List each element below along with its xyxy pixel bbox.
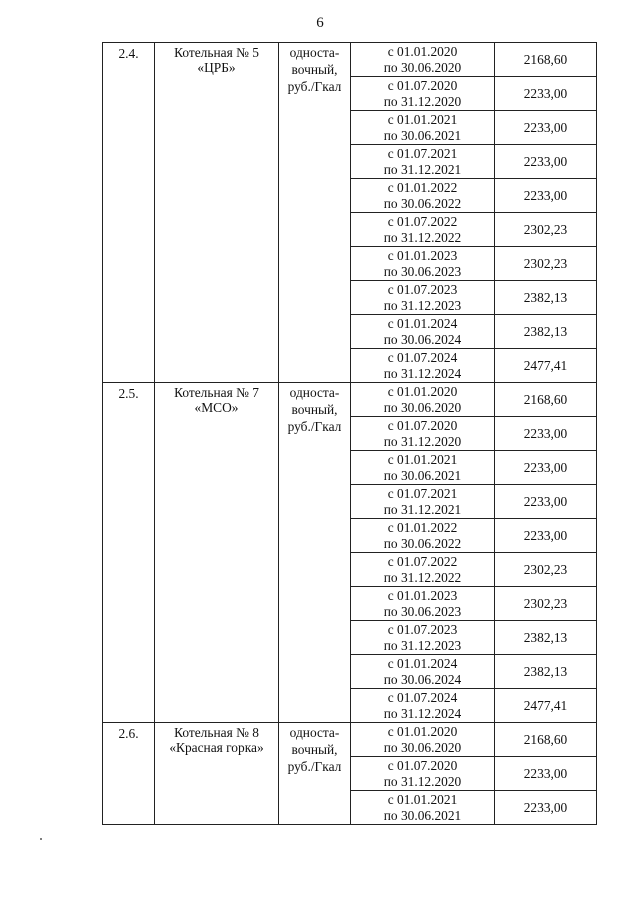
tariff-type-line: односта- xyxy=(289,725,340,740)
period-to: по 31.12.2020 xyxy=(383,93,462,109)
tariff-value: 2233,00 xyxy=(495,519,597,553)
section-number: 2.4. xyxy=(103,43,155,383)
period-to: по 31.12.2024 xyxy=(383,365,462,381)
tariff-type-line: вочный, xyxy=(291,742,338,757)
period-from: с 01.01.2024 xyxy=(387,316,458,331)
tariff-value: 2302,23 xyxy=(495,247,597,281)
period-to: по 31.12.2023 xyxy=(383,297,462,313)
period-to: по 30.06.2022 xyxy=(383,195,462,211)
period-cell xyxy=(351,519,495,553)
period-to: по 30.06.2020 xyxy=(383,59,462,75)
period-from: с 01.07.2024 xyxy=(387,690,458,705)
period-cell xyxy=(351,417,495,451)
tariff-value: 2233,00 xyxy=(495,417,597,451)
tariff-value: 2233,00 xyxy=(495,451,597,485)
tariff-value: 2233,00 xyxy=(495,179,597,213)
period-from: с 01.07.2020 xyxy=(387,78,458,93)
period-cell xyxy=(351,111,495,145)
period-from: с 01.01.2021 xyxy=(387,452,458,467)
tariff-value: 2233,00 xyxy=(495,757,597,791)
tariff-type-line: односта- xyxy=(289,385,340,400)
period-from: с 01.01.2021 xyxy=(387,112,458,127)
period-to: по 30.06.2023 xyxy=(383,263,462,279)
tariff-value: 2233,00 xyxy=(495,77,597,111)
tariff-type-line: вочный, xyxy=(291,62,338,77)
period-cell xyxy=(351,723,495,757)
period-from: с 01.01.2020 xyxy=(387,44,458,59)
section-number: 2.6. xyxy=(103,723,155,825)
tariff-value: 2302,23 xyxy=(495,553,597,587)
period-to: по 31.12.2021 xyxy=(383,161,462,177)
tariff-type-cell xyxy=(279,383,351,723)
tariff-value: 2382,13 xyxy=(495,621,597,655)
period-to: по 30.06.2020 xyxy=(383,399,462,415)
tariff-value: 2168,60 xyxy=(495,383,597,417)
period-cell xyxy=(351,621,495,655)
period-to: по 30.06.2021 xyxy=(383,127,462,143)
boiler-name-cell xyxy=(155,723,279,825)
period-from: с 01.01.2021 xyxy=(387,792,458,807)
period-to: по 31.12.2022 xyxy=(383,229,462,245)
tariff-table xyxy=(102,42,597,825)
period-from: с 01.07.2023 xyxy=(387,622,458,637)
period-cell xyxy=(351,349,495,383)
tariff-type-line: руб./Гкал xyxy=(287,759,342,774)
period-cell xyxy=(351,791,495,825)
period-from: с 01.07.2020 xyxy=(387,758,458,773)
period-from: с 01.01.2020 xyxy=(387,384,458,399)
period-cell xyxy=(351,247,495,281)
boiler-name: Котельная № 8 xyxy=(174,725,259,740)
period-cell xyxy=(351,451,495,485)
tariff-value: 2302,23 xyxy=(495,213,597,247)
boiler-name: Котельная № 5 xyxy=(174,45,259,60)
period-from: с 01.07.2022 xyxy=(387,554,458,569)
table-row xyxy=(103,383,597,417)
boiler-location: «МСО» xyxy=(194,400,239,415)
period-cell xyxy=(351,315,495,349)
period-to: по 30.06.2020 xyxy=(383,739,462,755)
tariff-value: 2233,00 xyxy=(495,145,597,179)
boiler-location: «ЦРБ» xyxy=(197,60,236,75)
period-cell xyxy=(351,689,495,723)
period-cell xyxy=(351,145,495,179)
tariff-value: 2168,60 xyxy=(495,43,597,77)
period-cell xyxy=(351,77,495,111)
period-from: с 01.01.2023 xyxy=(387,588,458,603)
period-from: с 01.01.2020 xyxy=(387,724,458,739)
tariff-type-cell xyxy=(279,723,351,825)
tariff-value: 2302,23 xyxy=(495,587,597,621)
period-from: с 01.07.2020 xyxy=(387,418,458,433)
period-cell xyxy=(351,213,495,247)
table-row xyxy=(103,723,597,757)
period-from: с 01.01.2022 xyxy=(387,180,458,195)
tariff-value: 2477,41 xyxy=(495,349,597,383)
boiler-location: «Красная горка» xyxy=(169,740,264,755)
tariff-table-body xyxy=(103,43,597,825)
period-to: по 31.12.2021 xyxy=(383,501,462,517)
period-from: с 01.01.2023 xyxy=(387,248,458,263)
tariff-value: 2477,41 xyxy=(495,689,597,723)
boiler-name: Котельная № 7 xyxy=(174,385,259,400)
period-cell xyxy=(351,43,495,77)
page-number: 6 xyxy=(316,15,324,31)
period-cell xyxy=(351,655,495,689)
table-row xyxy=(103,43,597,77)
period-to: по 30.06.2024 xyxy=(383,331,462,347)
tariff-type-line: руб./Гкал xyxy=(287,79,342,94)
tariff-type-cell xyxy=(279,43,351,383)
tariff-type-line: руб./Гкал xyxy=(287,419,342,434)
tariff-value: 2233,00 xyxy=(495,485,597,519)
period-cell xyxy=(351,383,495,417)
period-from: с 01.07.2022 xyxy=(387,214,458,229)
boiler-name-cell xyxy=(155,43,279,383)
period-from: с 01.07.2021 xyxy=(387,486,458,501)
tariff-value: 2233,00 xyxy=(495,791,597,825)
period-from: с 01.07.2024 xyxy=(387,350,458,365)
tariff-value: 2233,00 xyxy=(495,111,597,145)
period-cell xyxy=(351,587,495,621)
tariff-value: 2382,13 xyxy=(495,315,597,349)
period-to: по 30.06.2023 xyxy=(383,603,462,619)
period-from: с 01.07.2023 xyxy=(387,282,458,297)
tariff-value: 2168,60 xyxy=(495,723,597,757)
tariff-value: 2382,13 xyxy=(495,655,597,689)
period-from: с 01.01.2024 xyxy=(387,656,458,671)
period-to: по 30.06.2022 xyxy=(383,535,462,551)
scan-speck xyxy=(40,838,42,840)
boiler-name-cell xyxy=(155,383,279,723)
period-cell xyxy=(351,485,495,519)
period-cell xyxy=(351,757,495,791)
period-to: по 31.12.2022 xyxy=(383,569,462,585)
period-to: по 30.06.2021 xyxy=(383,807,462,823)
period-from: с 01.01.2022 xyxy=(387,520,458,535)
period-to: по 30.06.2024 xyxy=(383,671,462,687)
period-to: по 31.12.2024 xyxy=(383,705,462,721)
period-cell xyxy=(351,553,495,587)
period-cell xyxy=(351,281,495,315)
period-to: по 31.12.2023 xyxy=(383,637,462,653)
tariff-type-line: односта- xyxy=(289,45,340,60)
period-to: по 31.12.2020 xyxy=(383,773,462,789)
period-cell xyxy=(351,179,495,213)
tariff-value: 2382,13 xyxy=(495,281,597,315)
period-to: по 31.12.2020 xyxy=(383,433,462,449)
period-to: по 30.06.2021 xyxy=(383,467,462,483)
section-number: 2.5. xyxy=(103,383,155,723)
period-from: с 01.07.2021 xyxy=(387,146,458,161)
tariff-type-line: вочный, xyxy=(291,402,338,417)
